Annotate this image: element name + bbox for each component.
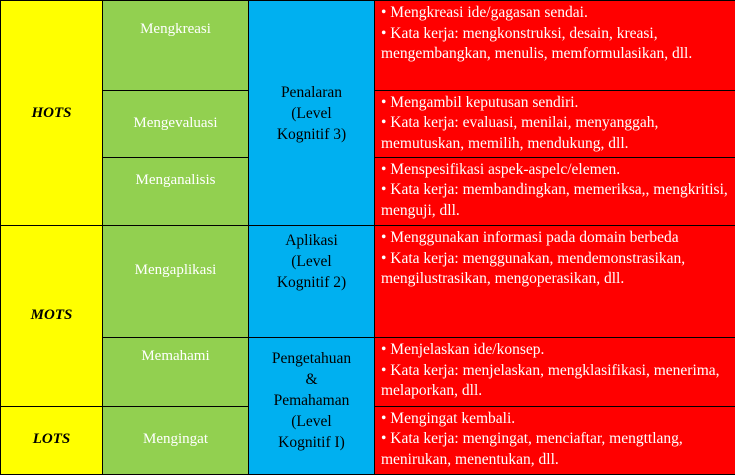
bullet-point: • Kata kerja: membandingkan, memeriksa,, mengkritisi, menguji, dll. [381, 181, 728, 219]
skill-menganalisis: Menganalisis [103, 157, 249, 225]
description-mengevaluasi [375, 90, 735, 157]
cognitive-penalaran [249, 1, 375, 226]
description-mengingat [375, 406, 735, 474]
description-mengaplikasi [375, 226, 735, 338]
description-memahami [375, 338, 735, 406]
cognitive-pengetahuan [249, 338, 375, 475]
level-lots: LOTS [1, 406, 103, 474]
skill-mengingat: Mengingat [103, 406, 249, 474]
cognitive-penalaran-line-1: Penalaran [280, 83, 343, 101]
cognitive-pengetahuan-line-4: (Level [291, 413, 332, 431]
description-menganalisis [375, 157, 735, 225]
level-mots: MOTS [1, 226, 103, 406]
cognitive-pengetahuan-line-3: Pemahaman [273, 392, 350, 410]
bullet-point: • Mengkreasi ide/gagasan sendai. [381, 4, 588, 21]
bullet-point: • Menjelaskan ide/konsep. [381, 341, 545, 359]
skill-mengkreasi: Mengkreasi [103, 1, 249, 91]
bullet-point: • Kata kerja: evaluasi, menilai, menyanggah, memutuskan, memilih, mendukung, dll. [381, 114, 659, 152]
description-mengkreasi [375, 1, 735, 91]
cognitive-pengetahuan-line-2: & [305, 371, 318, 389]
table-row [1, 226, 735, 338]
bullet-point: • Menggunakan informasi pada domain berbeda [381, 229, 679, 247]
cognitive-aplikasi-line-2: (Level [291, 253, 332, 271]
bullet-point: • Kata kerja: menggunakan, mendemonstrasikan, mengilustrasikan, mengoperasikan, dll. [381, 249, 686, 288]
cognitive-penalaran-line-2: (Level [291, 104, 332, 122]
cognitive-pengetahuan-line-5: Kognitif I) [278, 434, 345, 452]
cognitive-aplikasi-line-3: Kognitif 2) [276, 274, 347, 292]
table-row [1, 1, 735, 91]
cognitive-aplikasi-line-1: Aplikasi [285, 232, 338, 250]
bullet-point: • Kata kerja: mengkonstruksi, desain, kreasi, mengembangkan, menulis, memformulasikan, dll. [381, 24, 693, 62]
table-row [1, 338, 735, 406]
bullet-point: • Kata kerja: menjelaskan, mengklasifikasi, menerima, melaporkan, dll. [381, 361, 720, 400]
cognitive-pengetahuan-line-1: Pengetahuan [271, 350, 352, 368]
bullet-point: • Kata kerja: mengingat, menciaftar, mengttlang, menirukan, menentukan, dll. [381, 430, 683, 468]
bullet-point: • Mengingat kembali. [381, 409, 516, 427]
bullet-point: • Mengambil keputusan sendiri. [381, 93, 579, 111]
bullet-point: • Menspesifikasi aspek-aspelc/elemen. [381, 160, 621, 178]
cognitive-penalaran-line-3: Kognitif 3) [276, 125, 347, 143]
skill-mengaplikasi: Mengaplikasi [103, 226, 249, 338]
skill-memahami: Memahami [103, 338, 249, 406]
cognitive-aplikasi [249, 226, 375, 338]
skill-mengevaluasi: Mengevaluasi [103, 90, 249, 157]
level-hots: HOTS [1, 1, 103, 226]
